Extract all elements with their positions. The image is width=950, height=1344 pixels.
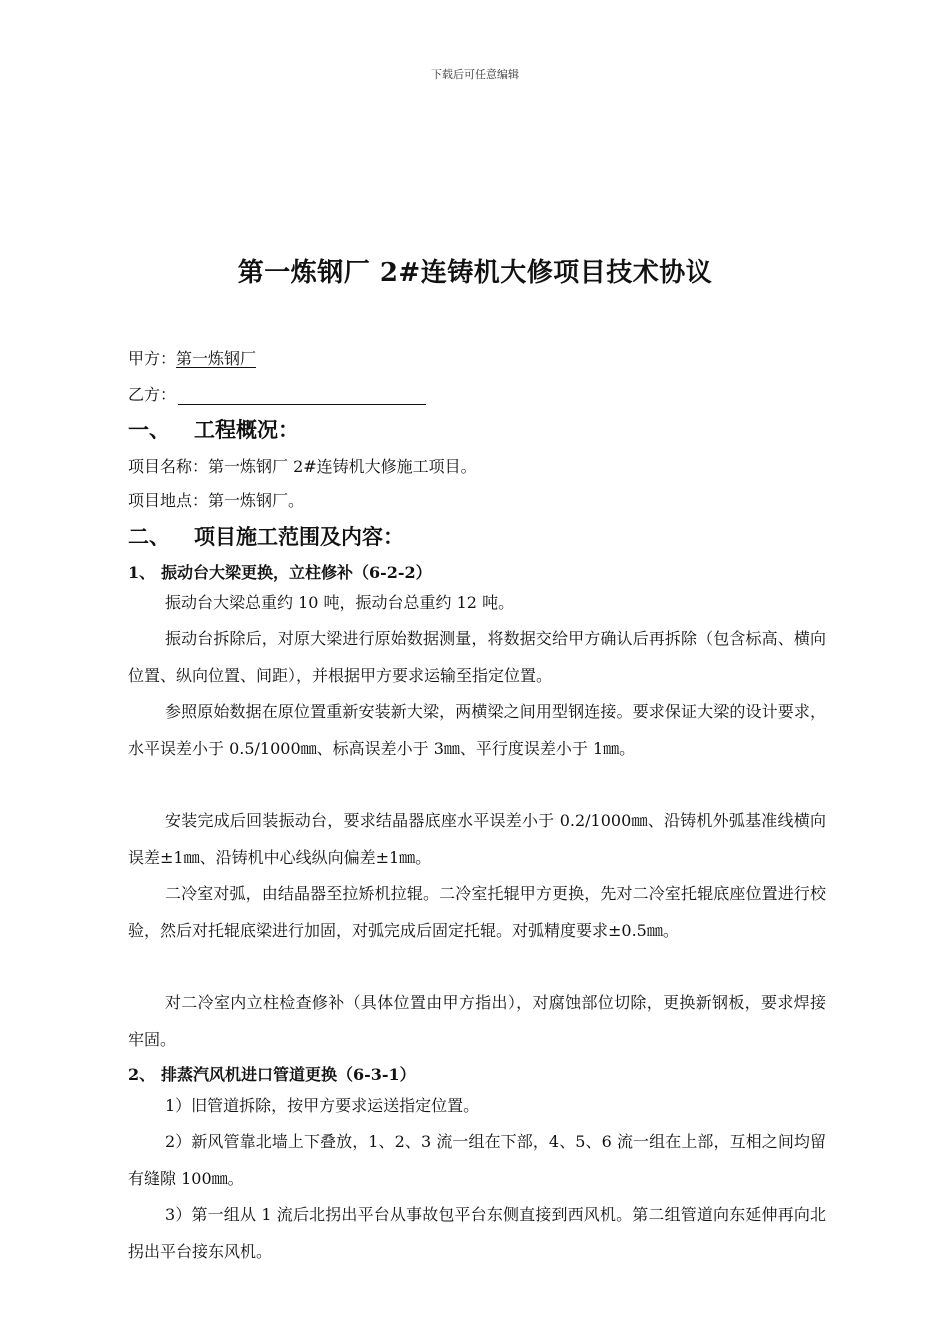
item-2-number: 2、	[128, 1065, 156, 1084]
project-name: 项目名称：第一炼钢厂 2#连铸机大修施工项目。	[128, 457, 477, 476]
section-1-number: 一、	[128, 417, 170, 442]
paragraph: 2）新风管靠北墙上下叠放，1、2、3 流一组在下部，4、5、6 流一组在上部，互相之间均留有缝隙 100㎜。	[128, 1132, 826, 1188]
paragraph: 对二冷室内立柱检查修补（具体位置由甲方指出），对腐蚀部位切除，更换新钢板，要求焊接牢固。	[128, 993, 826, 1049]
item-1-title: 振动台大梁更换，立柱修补（6-2-2）	[161, 563, 432, 582]
party-a-value: 第一炼钢厂	[176, 349, 257, 368]
section-2-number: 二、	[128, 524, 170, 549]
item-1-heading	[128, 560, 432, 583]
paragraph: 3）第一组从 1 流后北拐出平台从事故包平台东侧直接到西风机。第二组管道向东延伸再向北拐出平台接东风机。	[128, 1205, 826, 1261]
paragraph: 安装完成后回装振动台，要求结晶器底座水平误差小于 0.2/1000㎜、沿铸机外弧基准线横向误差±1㎜、沿铸机中心线纵向偏差±1㎜。	[128, 811, 826, 867]
party-b-line	[128, 382, 426, 405]
party-a-line	[128, 346, 256, 369]
section-2-title: 项目施工范围及内容：	[194, 524, 404, 549]
header-note: 下载后可任意编辑	[431, 68, 519, 81]
section-1-heading	[128, 414, 299, 444]
item-2-heading	[128, 1062, 416, 1085]
paragraph: 振动台拆除后，对原大梁进行原始数据测量，将数据交给甲方确认后再拆除（包含标高、横向位置、纵向位置、间距），并根据甲方要求运输至指定位置。	[128, 629, 826, 685]
section-1-title: 工程概况：	[194, 417, 299, 442]
section-2-heading	[128, 521, 404, 551]
item-2-title: 排蒸汽风机进口管道更换（6-3-1）	[161, 1065, 416, 1084]
party-b-label: 乙方：	[128, 385, 177, 404]
item-1-number: 1、	[128, 563, 156, 582]
party-b-blank	[178, 386, 426, 405]
paragraph: 二冷室对弧，由结晶器至拉矫机拉辊。二冷室托辊甲方更换，先对二冷室托辊底座位置进行校验，然后对托辊底梁进行加固，对弧完成后固定托辊。对弧精度要求±0.5㎜。	[128, 884, 826, 940]
document-title: 第一炼钢厂 2#连铸机大修项目技术协议	[237, 258, 713, 288]
party-a-label: 甲方：	[128, 349, 177, 368]
paragraph: 振动台大梁总重约 10 吨，振动台总重约 12 吨。	[165, 593, 515, 612]
paragraph: 参照原始数据在原位置重新安装新大梁，两横梁之间用型钢连接。要求保证大梁的设计要求，水平误差小于 0.5/1000㎜、标高误差小于 3㎜、平行度误差小于 1㎜。	[128, 702, 826, 758]
paragraph: 1）旧管道拆除，按甲方要求运送指定位置。	[165, 1096, 480, 1115]
project-location: 项目地点：第一炼钢厂。	[128, 491, 305, 510]
